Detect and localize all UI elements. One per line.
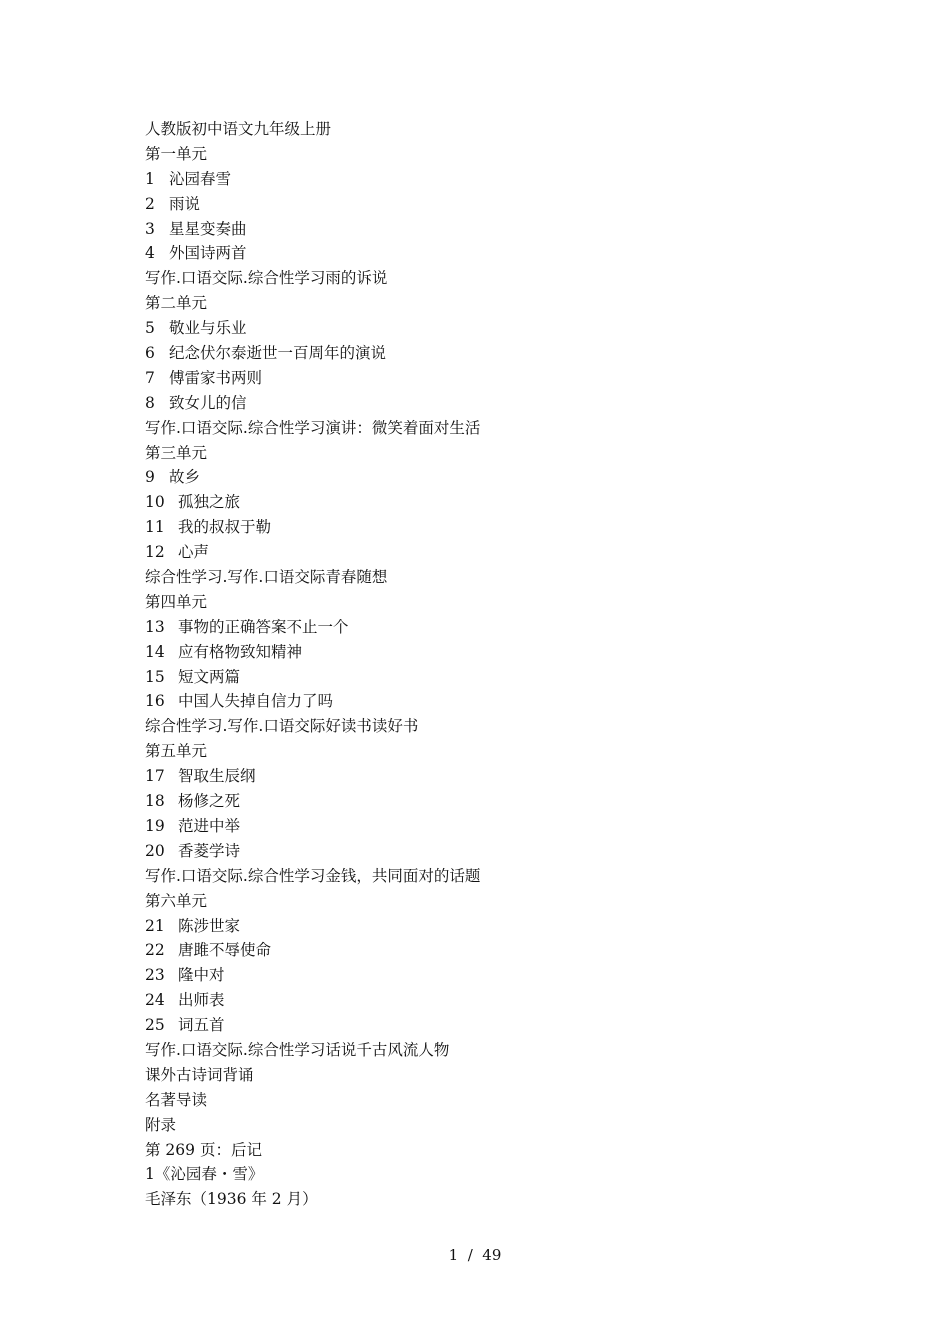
lesson-title: 范进中举 xyxy=(178,816,241,835)
lesson-title: 外国诗两首 xyxy=(169,244,247,263)
document-title: 人教版初中语文九年级上册 xyxy=(145,120,332,138)
lesson-title: 孤独之旅 xyxy=(178,493,241,512)
lesson-item xyxy=(145,217,845,242)
lesson-number: 22 xyxy=(145,941,165,960)
lesson-title: 短文两篇 xyxy=(178,667,241,686)
lesson-number: 4 xyxy=(145,244,155,263)
appendix-item: 课外古诗词背诵 xyxy=(145,1065,254,1084)
lesson-number: 15 xyxy=(145,667,165,686)
appendix-item: 附录 xyxy=(145,1115,177,1134)
page-indicator: 1 / 49 xyxy=(448,1246,502,1264)
lesson-item xyxy=(145,391,845,416)
lesson-item xyxy=(145,167,845,192)
lesson-title: 唐雎不辱使命 xyxy=(178,941,272,960)
unit-activity: 综合性学习.写作.口语交际好读书读好书 xyxy=(145,717,419,736)
lesson-item xyxy=(145,640,845,665)
lesson-title: 香菱学诗 xyxy=(178,841,241,860)
lesson-item xyxy=(145,241,845,266)
appendix-item: 名著导读 xyxy=(145,1090,208,1109)
poem-title: 1《沁园春・雪》 xyxy=(145,1165,264,1184)
lesson-number: 16 xyxy=(145,692,165,711)
lesson-title: 心声 xyxy=(178,543,210,562)
unit-activity: 写作.口语交际.综合性学习演讲：微笑着面对生活 xyxy=(145,418,481,437)
lesson-item xyxy=(145,914,845,939)
lesson-number: 2 xyxy=(145,194,155,213)
lesson-number: 25 xyxy=(145,1016,165,1035)
lesson-item xyxy=(145,465,845,490)
lesson-title: 智取生辰纲 xyxy=(178,767,256,786)
lesson-number: 12 xyxy=(145,543,165,562)
lesson-number: 5 xyxy=(145,319,155,338)
lesson-title: 隆中对 xyxy=(178,966,225,985)
lesson-title: 傅雷家书两则 xyxy=(169,368,263,387)
lesson-title: 沁园春雪 xyxy=(169,169,232,188)
document-body xyxy=(145,117,845,1212)
lesson-number: 6 xyxy=(145,344,155,363)
lesson-item xyxy=(145,988,845,1013)
unit-heading: 第五单元 xyxy=(145,742,208,761)
lesson-number: 8 xyxy=(145,393,155,412)
lesson-item xyxy=(145,515,845,540)
lesson-number: 10 xyxy=(145,493,165,512)
lesson-title: 故乡 xyxy=(169,468,201,487)
lesson-title: 致女儿的信 xyxy=(169,393,247,412)
lesson-item xyxy=(145,789,845,814)
lesson-item xyxy=(145,814,845,839)
lesson-item xyxy=(145,490,845,515)
lesson-item xyxy=(145,1013,845,1038)
lesson-item xyxy=(145,316,845,341)
lesson-number: 17 xyxy=(145,767,165,786)
lesson-item xyxy=(145,938,845,963)
lesson-title: 我的叔叔于勒 xyxy=(178,518,272,537)
lesson-item xyxy=(145,366,845,391)
lesson-title: 敬业与乐业 xyxy=(169,319,247,338)
lesson-title: 星星变奏曲 xyxy=(169,219,247,238)
lesson-item xyxy=(145,341,845,366)
lesson-number: 11 xyxy=(145,518,165,537)
lesson-number: 14 xyxy=(145,642,165,661)
lesson-item xyxy=(145,839,845,864)
lesson-number: 7 xyxy=(145,368,155,387)
lesson-title: 出师表 xyxy=(178,991,225,1010)
lesson-number: 19 xyxy=(145,816,165,835)
lesson-number: 23 xyxy=(145,966,165,985)
lesson-item xyxy=(145,540,845,565)
lesson-title: 词五首 xyxy=(178,1016,225,1035)
lesson-item xyxy=(145,192,845,217)
unit-activity: 写作.口语交际.综合性学习话说千古风流人物 xyxy=(145,1040,450,1059)
lesson-item xyxy=(145,963,845,988)
lesson-number: 21 xyxy=(145,916,165,935)
lesson-number: 13 xyxy=(145,617,165,636)
lesson-number: 24 xyxy=(145,991,165,1010)
lesson-title: 应有格物致知精神 xyxy=(178,642,303,661)
lesson-number: 9 xyxy=(145,468,155,487)
lesson-title: 杨修之死 xyxy=(178,792,241,811)
lesson-item xyxy=(145,665,845,690)
unit-heading: 第四单元 xyxy=(145,592,208,611)
lesson-title: 陈涉世家 xyxy=(178,916,241,935)
unit-heading: 第六单元 xyxy=(145,891,208,910)
lesson-title: 雨说 xyxy=(169,194,201,213)
unit-activity: 综合性学习.写作.口语交际青春随想 xyxy=(145,568,388,587)
lesson-number: 20 xyxy=(145,841,165,860)
lesson-number: 3 xyxy=(145,219,155,238)
unit-activity: 写作.口语交际.综合性学习金钱，共同面对的话题 xyxy=(145,866,481,885)
lesson-title: 事物的正确答案不止一个 xyxy=(178,617,349,636)
unit-heading: 第一单元 xyxy=(145,144,208,163)
unit-activity: 写作.口语交际.综合性学习雨的诉说 xyxy=(145,269,388,288)
unit-heading: 第三单元 xyxy=(145,443,208,462)
lesson-title: 中国人失掉自信力了吗 xyxy=(178,692,334,711)
poem-author: 毛泽东（1936 年 2 月） xyxy=(145,1190,318,1209)
lesson-item xyxy=(145,689,845,714)
appendix-item: 第 269 页：后记 xyxy=(145,1140,262,1159)
lesson-number: 18 xyxy=(145,792,165,811)
lesson-number: 1 xyxy=(145,169,155,188)
lesson-item xyxy=(145,615,845,640)
lesson-item xyxy=(145,764,845,789)
unit-heading: 第二单元 xyxy=(145,294,208,313)
lesson-title: 纪念伏尔泰逝世一百周年的演说 xyxy=(169,344,387,363)
